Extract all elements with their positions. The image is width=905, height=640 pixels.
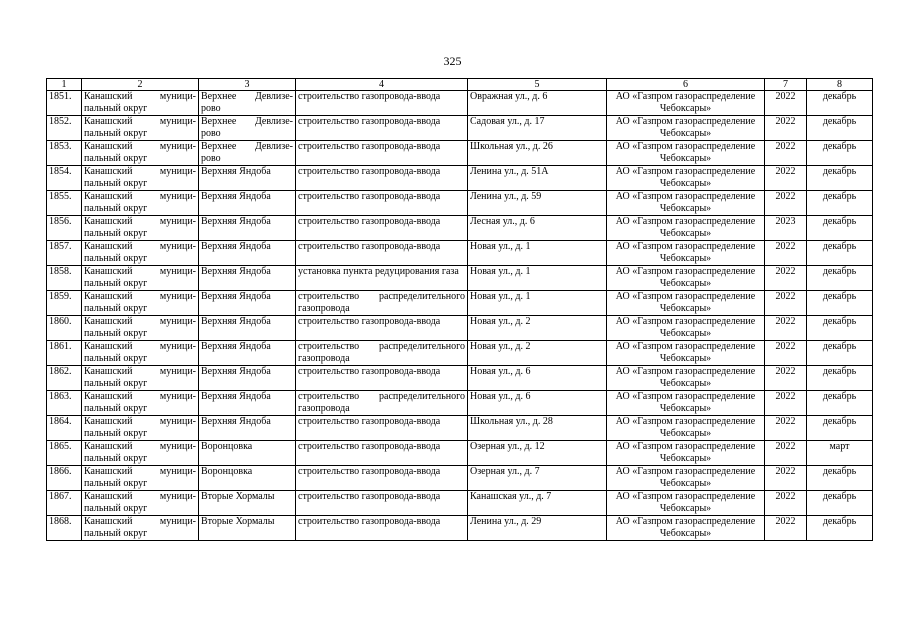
cell-executor: АО «Газпром газораспределение Чебоксары»: [607, 266, 765, 291]
cell-month: декабрь: [807, 366, 873, 391]
cell-executor: АО «Газпром газораспределение Чебоксары»: [607, 441, 765, 466]
cell-number: 1865.: [47, 441, 82, 466]
cell-district: Канашский муници-пальный округ: [82, 216, 199, 241]
cell-settlement: Воронцовка: [199, 466, 296, 491]
cell-year: 2022: [765, 316, 807, 341]
table-row: [47, 441, 873, 466]
cell-address: Лесная ул., д. 6: [468, 216, 607, 241]
table-row: [47, 391, 873, 416]
cell-month: декабрь: [807, 466, 873, 491]
cell-month: декабрь: [807, 516, 873, 541]
cell-year: 2023: [765, 216, 807, 241]
page-number: 325: [443, 54, 462, 68]
cell-month: декабрь: [807, 216, 873, 241]
cell-district: Канашский муници-пальный округ: [82, 416, 199, 441]
cell-address: Новая ул., д. 1: [468, 241, 607, 266]
column-header: 7: [765, 79, 807, 91]
cell-district: Канашский муници-пальный округ: [82, 316, 199, 341]
cell-month: декабрь: [807, 91, 873, 116]
cell-executor: АО «Газпром газораспределение Чебоксары»: [607, 316, 765, 341]
table-header: [47, 79, 873, 91]
cell-year: 2022: [765, 141, 807, 166]
cell-settlement: Верхнее Девлизе-рово: [199, 116, 296, 141]
cell-settlement: Вторые Хормалы: [199, 516, 296, 541]
table-row: [47, 216, 873, 241]
table-row: [47, 241, 873, 266]
cell-number: 1861.: [47, 341, 82, 366]
table-row: [47, 266, 873, 291]
cell-executor: АО «Газпром газораспределение Чебоксары»: [607, 91, 765, 116]
cell-district: Канашский муници-пальный округ: [82, 91, 199, 116]
cell-month: март: [807, 441, 873, 466]
cell-district: Канашский муници-пальный округ: [82, 491, 199, 516]
cell-month: декабрь: [807, 241, 873, 266]
cell-executor: АО «Газпром газораспределение Чебоксары»: [607, 491, 765, 516]
cell-district: Канашский муници-пальный округ: [82, 291, 199, 316]
cell-work-type: строительство распределительного газопровода: [296, 341, 468, 366]
cell-number: 1858.: [47, 266, 82, 291]
cell-executor: АО «Газпром газораспределение Чебоксары»: [607, 291, 765, 316]
cell-executor: АО «Газпром газораспределение Чебоксары»: [607, 466, 765, 491]
column-header: 5: [468, 79, 607, 91]
table-row: [47, 116, 873, 141]
cell-address: Новая ул., д. 1: [468, 291, 607, 316]
cell-address: Канашская ул., д. 7: [468, 491, 607, 516]
cell-number: 1857.: [47, 241, 82, 266]
cell-settlement: Вторые Хормалы: [199, 491, 296, 516]
cell-address: Новая ул., д. 6: [468, 391, 607, 416]
cell-executor: АО «Газпром газораспределение Чебоксары»: [607, 341, 765, 366]
cell-district: Канашский муници-пальный округ: [82, 441, 199, 466]
cell-district: Канашский муници-пальный округ: [82, 141, 199, 166]
cell-work-type: строительство газопровода-ввода: [296, 491, 468, 516]
cell-number: 1851.: [47, 91, 82, 116]
cell-district: Канашский муници-пальный округ: [82, 266, 199, 291]
cell-work-type: строительство газопровода-ввода: [296, 316, 468, 341]
cell-settlement: Верхняя Яндоба: [199, 241, 296, 266]
cell-work-type: строительство газопровода-ввода: [296, 191, 468, 216]
table-body: [47, 91, 873, 541]
cell-district: Канашский муници-пальный округ: [82, 466, 199, 491]
cell-executor: АО «Газпром газораспределение Чебоксары»: [607, 116, 765, 141]
cell-district: Канашский муници-пальный округ: [82, 166, 199, 191]
cell-executor: АО «Газпром газораспределение Чебоксары»: [607, 216, 765, 241]
cell-year: 2022: [765, 341, 807, 366]
cell-address: Новая ул., д. 6: [468, 366, 607, 391]
table-row: [47, 466, 873, 491]
cell-number: 1859.: [47, 291, 82, 316]
cell-settlement: Верхняя Яндоба: [199, 216, 296, 241]
column-header: 2: [82, 79, 199, 91]
table-row: [47, 416, 873, 441]
cell-address: Новая ул., д. 2: [468, 341, 607, 366]
cell-settlement: Верхняя Яндоба: [199, 366, 296, 391]
cell-district: Канашский муници-пальный округ: [82, 191, 199, 216]
cell-work-type: строительство газопровода-ввода: [296, 216, 468, 241]
cell-address: Овражная ул., д. 6: [468, 91, 607, 116]
cell-work-type: строительство газопровода-ввода: [296, 466, 468, 491]
table-row: [47, 91, 873, 116]
cell-number: 1853.: [47, 141, 82, 166]
column-header: 3: [199, 79, 296, 91]
cell-number: 1854.: [47, 166, 82, 191]
table-row: [47, 341, 873, 366]
cell-year: 2022: [765, 191, 807, 216]
cell-month: декабрь: [807, 141, 873, 166]
cell-number: 1856.: [47, 216, 82, 241]
cell-number: 1866.: [47, 466, 82, 491]
cell-address: Ленина ул., д. 29: [468, 516, 607, 541]
cell-month: декабрь: [807, 166, 873, 191]
table-row: [47, 366, 873, 391]
cell-year: 2022: [765, 241, 807, 266]
cell-year: 2022: [765, 366, 807, 391]
cell-year: 2022: [765, 91, 807, 116]
cell-district: Канашский муници-пальный округ: [82, 366, 199, 391]
cell-year: 2022: [765, 166, 807, 191]
cell-month: декабрь: [807, 416, 873, 441]
cell-number: 1860.: [47, 316, 82, 341]
cell-district: Канашский муници-пальный округ: [82, 241, 199, 266]
cell-work-type: строительство распределительного газопровода: [296, 391, 468, 416]
header-row: [47, 79, 873, 91]
cell-settlement: Верхняя Яндоба: [199, 266, 296, 291]
cell-settlement: Верхнее Девлизе-рово: [199, 141, 296, 166]
cell-number: 1864.: [47, 416, 82, 441]
cell-number: 1867.: [47, 491, 82, 516]
cell-year: 2022: [765, 466, 807, 491]
cell-address: Садовая ул., д. 17: [468, 116, 607, 141]
table-row: [47, 316, 873, 341]
cell-settlement: Верхняя Яндоба: [199, 416, 296, 441]
cell-work-type: строительство газопровода-ввода: [296, 116, 468, 141]
column-header: 6: [607, 79, 765, 91]
cell-executor: АО «Газпром газораспределение Чебоксары»: [607, 366, 765, 391]
cell-work-type: строительство газопровода-ввода: [296, 516, 468, 541]
cell-executor: АО «Газпром газораспределение Чебоксары»: [607, 141, 765, 166]
cell-address: Ленина ул., д. 59: [468, 191, 607, 216]
cell-year: 2022: [765, 116, 807, 141]
cell-work-type: строительство газопровода-ввода: [296, 241, 468, 266]
cell-address: Новая ул., д. 1: [468, 266, 607, 291]
cell-district: Канашский муници-пальный округ: [82, 341, 199, 366]
cell-year: 2022: [765, 291, 807, 316]
cell-district: Канашский муници-пальный округ: [82, 516, 199, 541]
cell-executor: АО «Газпром газораспределение Чебоксары»: [607, 416, 765, 441]
cell-settlement: Верхняя Яндоба: [199, 166, 296, 191]
cell-address: Школьная ул., д. 26: [468, 141, 607, 166]
table-row: [47, 191, 873, 216]
cell-month: декабрь: [807, 491, 873, 516]
cell-work-type: строительство газопровода-ввода: [296, 441, 468, 466]
works-table: [46, 78, 873, 541]
cell-address: Озерная ул., д. 7: [468, 466, 607, 491]
cell-month: декабрь: [807, 191, 873, 216]
cell-settlement: Верхняя Яндоба: [199, 341, 296, 366]
table-row: [47, 141, 873, 166]
cell-number: 1852.: [47, 116, 82, 141]
cell-year: 2022: [765, 491, 807, 516]
cell-executor: АО «Газпром газораспределение Чебоксары»: [607, 391, 765, 416]
column-header: 4: [296, 79, 468, 91]
cell-number: 1862.: [47, 366, 82, 391]
cell-month: декабрь: [807, 341, 873, 366]
cell-settlement: Верхняя Яндоба: [199, 191, 296, 216]
cell-month: декабрь: [807, 291, 873, 316]
cell-district: Канашский муници-пальный округ: [82, 116, 199, 141]
cell-settlement: Верхняя Яндоба: [199, 316, 296, 341]
cell-year: 2022: [765, 391, 807, 416]
cell-district: Канашский муници-пальный округ: [82, 391, 199, 416]
cell-work-type: строительство газопровода-ввода: [296, 166, 468, 191]
cell-settlement: Верхняя Яндоба: [199, 291, 296, 316]
cell-settlement: Верхняя Яндоба: [199, 391, 296, 416]
cell-number: 1868.: [47, 516, 82, 541]
cell-work-type: строительство газопровода-ввода: [296, 416, 468, 441]
cell-number: 1863.: [47, 391, 82, 416]
cell-address: Ленина ул., д. 51А: [468, 166, 607, 191]
cell-work-type: строительство газопровода-ввода: [296, 366, 468, 391]
cell-settlement: Верхнее Девлизе-рово: [199, 91, 296, 116]
cell-year: 2022: [765, 441, 807, 466]
cell-month: декабрь: [807, 266, 873, 291]
table-row: [47, 166, 873, 191]
column-header: 8: [807, 79, 873, 91]
cell-month: декабрь: [807, 116, 873, 141]
cell-executor: АО «Газпром газораспределение Чебоксары»: [607, 516, 765, 541]
cell-work-type: строительство газопровода-ввода: [296, 141, 468, 166]
cell-work-type: строительство газопровода-ввода: [296, 91, 468, 116]
table-row: [47, 491, 873, 516]
cell-address: Озерная ул., д. 12: [468, 441, 607, 466]
cell-month: декабрь: [807, 316, 873, 341]
cell-address: Новая ул., д. 2: [468, 316, 607, 341]
cell-number: 1855.: [47, 191, 82, 216]
table-row: [47, 291, 873, 316]
cell-executor: АО «Газпром газораспределение Чебоксары»: [607, 191, 765, 216]
column-header: 1: [47, 79, 82, 91]
cell-year: 2022: [765, 416, 807, 441]
cell-work-type: строительство распределительного газопровода: [296, 291, 468, 316]
cell-year: 2022: [765, 266, 807, 291]
cell-executor: АО «Газпром газораспределение Чебоксары»: [607, 166, 765, 191]
table-row: [47, 516, 873, 541]
cell-month: декабрь: [807, 391, 873, 416]
cell-settlement: Воронцовка: [199, 441, 296, 466]
cell-address: Школьная ул., д. 28: [468, 416, 607, 441]
cell-work-type: установка пункта редуцирования газа: [296, 266, 468, 291]
cell-year: 2022: [765, 516, 807, 541]
cell-executor: АО «Газпром газораспределение Чебоксары»: [607, 241, 765, 266]
